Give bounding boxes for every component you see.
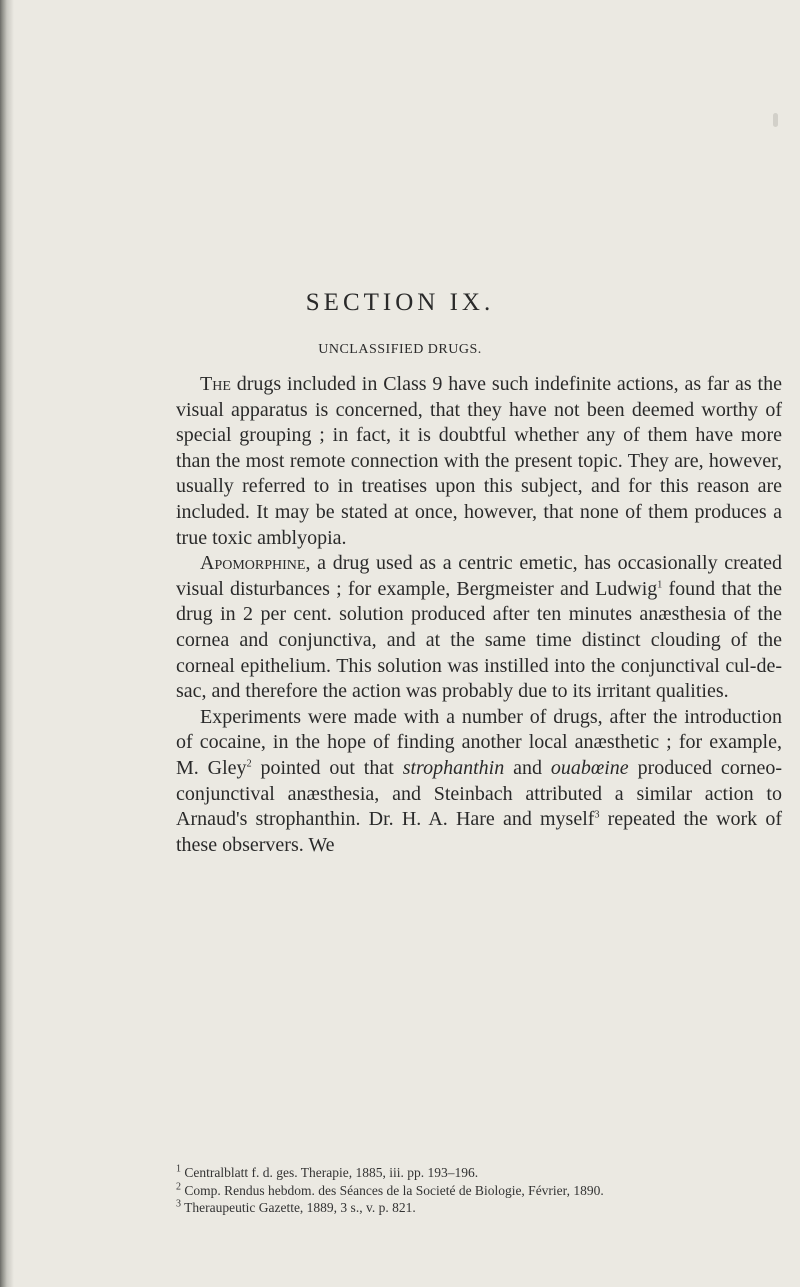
footnote-text: Centralblatt f. d. ges. Therapie, 1885, iii. pp. 193–196. <box>181 1165 479 1180</box>
paragraph-text: drugs included in Class 9 have such indefinite actions, as far as the visual apparatus is concerned, that they have not been deemed worthy of special grouping ; in fact, it is doubtful whether any of them have more than the most remote connection with the present topic. They are, however, usually referred to in treatises upon this subject, and for this reason are included. It may be stated at once, however, that none of them produces a true toxic amblyopia. <box>176 373 782 549</box>
footnote-number: 3 <box>176 1198 181 1210</box>
paragraph-text: Experiments were made with a number of drugs, after the introduction of cocaine, in the hope of finding another local anæsthetic ; for example, M. Gley <box>176 705 782 779</box>
paragraph-text: produced corneo-conjunctival anæsthesia, and Steinbach attributed a similar action to Arnaud's strophanthin. Dr. H. A. Hare and myself <box>176 756 782 831</box>
footnote-text: Theraupeutic Gazette, 1889, 3 s., v. p. 821. <box>181 1200 416 1215</box>
footnotes <box>176 1164 782 1217</box>
footnote-ref-1: 1 <box>657 579 663 591</box>
footnote-3 <box>176 1199 782 1217</box>
paragraph-text: and <box>504 756 551 779</box>
page-speck <box>773 113 778 127</box>
section-subtitle: UNCLASSIFIED DRUGS. <box>318 342 482 357</box>
paragraph-text: pointed out that <box>251 756 403 779</box>
paragraph-apomorphine <box>176 551 782 705</box>
footnote-text: Comp. Rendus hebdom. des Séances de la Societé de Biologie, Février, 1890. <box>181 1182 604 1198</box>
body-text <box>176 372 782 858</box>
drug-name-ouabaine: ouabœine <box>550 756 629 779</box>
paragraph-intro <box>176 372 782 551</box>
drug-name-apomorphine: Apomorphine, <box>200 552 311 575</box>
footnote-ref-3: 3 <box>594 809 600 821</box>
footnote-number: 1 <box>176 1163 181 1175</box>
paragraph-text: found that the drug in 2 per cent. solution produced after ten minutes anæsthesia of the cornea and conjunctiva, and at the same time distinct clouding of the corneal epithelium. This solution was instilled into the conjunctival cul-de-sac, and therefore the action was probably due to its irritant qualities. <box>176 577 782 703</box>
page-binding-edge <box>0 0 14 1287</box>
section-heading: SECTION IX. <box>305 289 495 316</box>
footnote-number: 2 <box>176 1181 181 1192</box>
paragraph-lead-word: The <box>200 373 231 395</box>
paragraph-experiments <box>176 705 782 859</box>
paragraph-text: a drug used as a centric emetic, has occasionally created visual disturbances ; for example, Bergmeister and Ludwig <box>176 552 782 600</box>
paragraph-text: repeated the work of these observers. We <box>176 808 783 856</box>
footnote-ref-2: 2 <box>246 758 252 770</box>
footnote-1 <box>176 1164 782 1182</box>
drug-name-strophanthin: strophanthin <box>402 756 505 779</box>
footnote-2 <box>176 1182 782 1200</box>
